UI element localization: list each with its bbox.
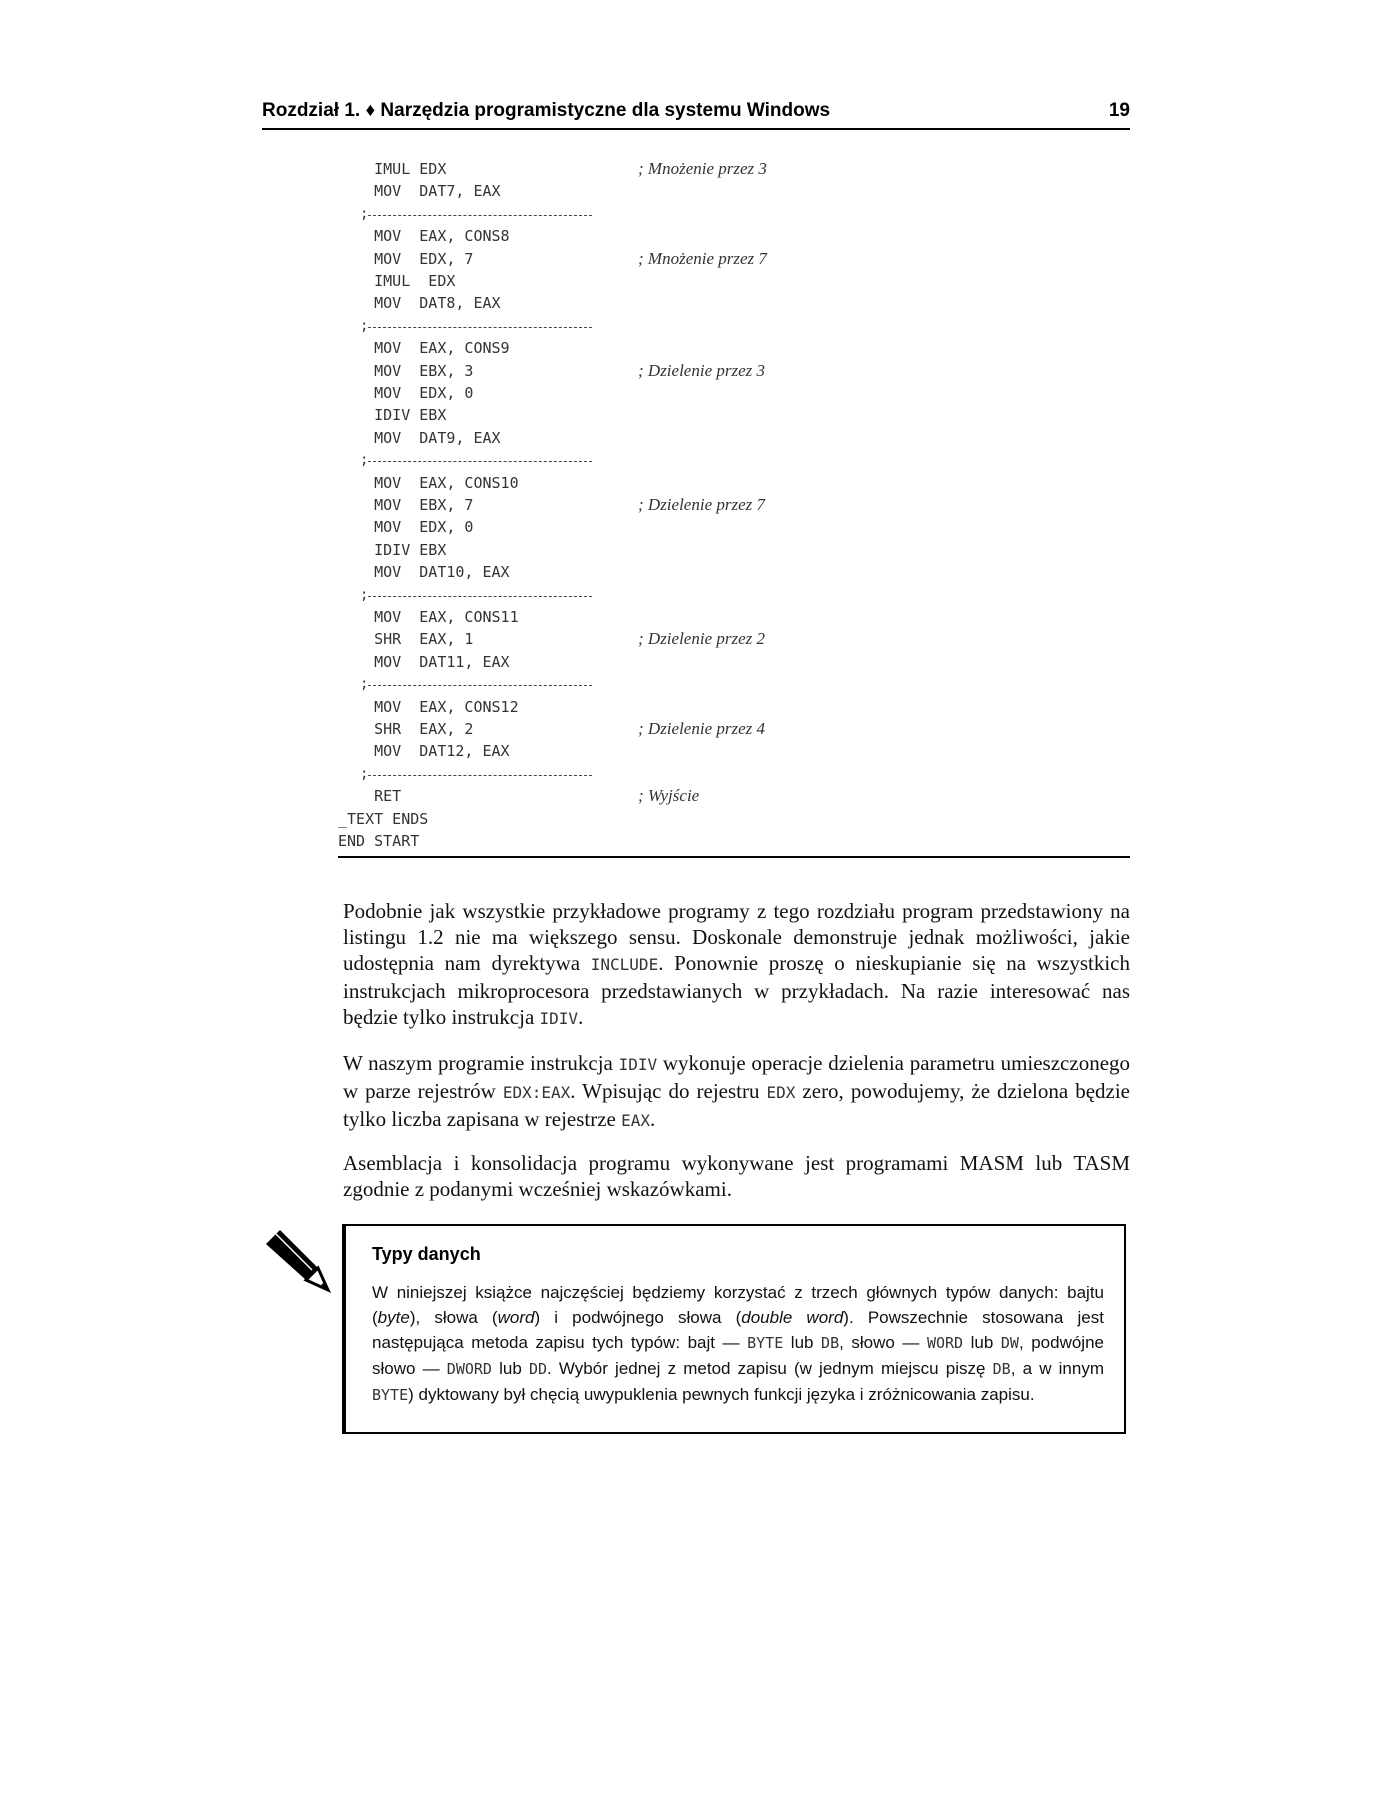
inline-code: WORD bbox=[926, 1334, 964, 1352]
code-line bbox=[338, 472, 1098, 494]
inline-code: IDIV bbox=[539, 1009, 579, 1028]
code-instruction: MOV EAX, CONS11 bbox=[338, 608, 519, 626]
inline-code: BYTE bbox=[372, 1386, 409, 1404]
text-run: lub bbox=[963, 1333, 1001, 1352]
code-line bbox=[338, 292, 1098, 314]
code-instruction: MOV EDX, 0 bbox=[338, 384, 474, 402]
note-text bbox=[372, 1280, 1104, 1408]
pencil-icon bbox=[262, 1224, 334, 1296]
text-run: . bbox=[650, 1107, 656, 1131]
separator-dash-line bbox=[368, 215, 592, 216]
code-instruction: MOV EAX, CONS8 bbox=[338, 227, 510, 245]
code-line bbox=[338, 785, 1098, 807]
listing-separator bbox=[360, 673, 592, 695]
inline-code: DB bbox=[821, 1334, 840, 1352]
text-run: . Wybór jednej z metod zapisu (w jednym miejscu piszę bbox=[547, 1359, 993, 1378]
page-number: 19 bbox=[1108, 100, 1130, 121]
code-line bbox=[338, 158, 1098, 180]
code-listing bbox=[338, 158, 1130, 858]
code-instruction: MOV EBX, 3 bbox=[338, 362, 474, 380]
inline-code: BYTE bbox=[747, 1334, 784, 1352]
listing-separator bbox=[360, 763, 592, 785]
code-line bbox=[338, 360, 1098, 382]
text-run: ), słowa ( bbox=[409, 1308, 498, 1327]
code-line bbox=[338, 740, 1098, 762]
code-instruction: IMUL EDX bbox=[338, 160, 447, 178]
code-comment: ; Dzielenie przez 3 bbox=[638, 361, 766, 380]
paragraph-idiv bbox=[343, 1050, 1130, 1134]
code-instruction: _TEXT ENDS bbox=[338, 810, 429, 828]
text-run: lub bbox=[783, 1333, 822, 1352]
listing-separator bbox=[360, 584, 592, 606]
code-comment: ; Wyjście bbox=[638, 786, 700, 805]
separator-semicolon: ; bbox=[360, 206, 369, 222]
code-comment: ; Dzielenie przez 7 bbox=[638, 495, 766, 514]
code-line bbox=[338, 270, 1098, 292]
chapter-title: Rozdział 1. ♦ Narzędzia programistyczne dla systemu Windows bbox=[262, 100, 831, 121]
text-run: , podwójne słowo — bbox=[372, 1333, 1104, 1378]
code-instruction: IMUL EDX bbox=[338, 272, 456, 290]
text-run: zero, powodujemy, że dzielona będzie tylko liczba zapisana w rejestrze bbox=[343, 1079, 1130, 1131]
code-instruction: MOV EDX, 0 bbox=[338, 518, 474, 536]
code-line bbox=[338, 516, 1098, 538]
separator-semicolon: ; bbox=[360, 587, 369, 603]
code-line bbox=[338, 248, 1098, 270]
separator-dash-line bbox=[368, 596, 592, 597]
code-instruction: RET bbox=[338, 787, 402, 805]
code-line bbox=[338, 404, 1098, 426]
text-run: lub bbox=[491, 1359, 529, 1378]
emphasis-text: word bbox=[497, 1308, 535, 1327]
code-instruction: MOV EAX, CONS10 bbox=[338, 474, 519, 492]
separator-semicolon: ; bbox=[360, 452, 369, 468]
text-run: ) i podwójnego słowa ( bbox=[534, 1308, 742, 1327]
note-box bbox=[342, 1224, 1126, 1434]
code-line bbox=[338, 561, 1098, 583]
text-run: . bbox=[578, 1005, 584, 1029]
code-line bbox=[338, 628, 1098, 650]
code-line bbox=[338, 382, 1098, 404]
separator-semicolon: ; bbox=[360, 676, 369, 692]
text-run: W niniejszej książce najczęściej będziemy korzystać z trzech głównych typów danych: bajtu ( bbox=[372, 1283, 1104, 1327]
code-line bbox=[338, 427, 1098, 449]
code-instruction: MOV EDX, 7 bbox=[338, 250, 474, 268]
code-instruction: MOV DAT9, EAX bbox=[338, 429, 501, 447]
listing-separator bbox=[360, 203, 592, 225]
code-instruction: MOV DAT7, EAX bbox=[338, 182, 501, 200]
code-line bbox=[338, 494, 1098, 516]
running-header bbox=[262, 98, 1130, 130]
code-instruction: IDIV EBX bbox=[338, 406, 447, 424]
code-instruction: END START bbox=[338, 832, 420, 850]
inline-code: DWORD bbox=[446, 1360, 492, 1378]
separator-dash-line bbox=[368, 775, 592, 776]
paragraph-include bbox=[343, 898, 1130, 1032]
note-title: Typy danych bbox=[372, 1244, 481, 1264]
separator-semicolon: ; bbox=[360, 766, 369, 782]
text-run: wykonuje operacje dzielenia parametru umieszczonego w parze rejestrów bbox=[343, 1051, 1131, 1103]
code-line bbox=[338, 718, 1098, 740]
code-comment: ; Dzielenie przez 2 bbox=[638, 629, 766, 648]
emphasis-text: byte bbox=[377, 1308, 410, 1327]
code-line bbox=[338, 606, 1098, 628]
code-instruction: IDIV EBX bbox=[338, 541, 447, 559]
code-line bbox=[338, 539, 1098, 561]
inline-code: DW bbox=[1000, 1334, 1019, 1352]
separator-dash-line bbox=[368, 327, 592, 328]
text-run: , słowo — bbox=[839, 1333, 927, 1352]
separator-dash-line bbox=[368, 461, 592, 462]
inline-code: EAX bbox=[621, 1111, 651, 1130]
listing-separator bbox=[360, 449, 592, 471]
text-run: Asemblacja i konsolidacja programu wykonywane jest programami MASM lub TASM zgodnie z podanymi wcześniej wskazówkami. bbox=[343, 1151, 1130, 1201]
text-run: ). Powszechnie stosowana jest następująca metoda zapisu tych typów: bajt — bbox=[372, 1308, 1104, 1352]
code-line bbox=[338, 651, 1098, 673]
code-instruction: SHR EAX, 2 bbox=[338, 720, 474, 738]
inline-code: IDIV bbox=[618, 1055, 658, 1074]
inline-code: INCLUDE bbox=[590, 955, 659, 974]
code-comment: ; Dzielenie przez 4 bbox=[638, 719, 766, 738]
separator-dash-line bbox=[368, 685, 592, 686]
code-instruction: MOV EAX, CONS9 bbox=[338, 339, 510, 357]
paragraph-assembly bbox=[343, 1150, 1130, 1202]
inline-code: EDX bbox=[766, 1083, 796, 1102]
inline-code: EDX:EAX bbox=[502, 1083, 571, 1102]
code-instruction: MOV DAT8, EAX bbox=[338, 294, 501, 312]
text-run: . Ponownie proszę o nieskupianie się na wszystkich instrukcjach mikroprocesora przedstawianych w przykładach. Na razie interesować nas będzie tylko instrukcja bbox=[343, 951, 1130, 1029]
inline-code: DB bbox=[992, 1360, 1011, 1378]
text-run: Podobnie jak wszystkie przykładowe programy z tego rozdziału program przedstawiony na listingu 1.2 nie ma większego sensu. Doskonale demonstruje jednak możliwości, jakie udostępnia nam dyrektywa bbox=[343, 899, 1130, 975]
text-run: W naszym programie instrukcja bbox=[343, 1051, 619, 1075]
emphasis-text: double word bbox=[741, 1308, 844, 1327]
code-instruction: MOV DAT11, EAX bbox=[338, 653, 510, 671]
code-instruction: SHR EAX, 1 bbox=[338, 630, 474, 648]
text-run: . Wpisując do rejestru bbox=[570, 1079, 767, 1103]
code-line bbox=[338, 225, 1098, 247]
code-comment: ; Mnożenie przez 3 bbox=[638, 159, 767, 178]
code-comment: ; Mnożenie przez 7 bbox=[638, 249, 767, 268]
code-instruction: MOV DAT10, EAX bbox=[338, 563, 510, 581]
code-line bbox=[338, 830, 1098, 852]
listing-separator bbox=[360, 315, 592, 337]
code-line bbox=[338, 808, 1098, 830]
inline-code: DD bbox=[528, 1360, 548, 1378]
code-line bbox=[338, 696, 1098, 718]
code-line bbox=[338, 337, 1098, 359]
code-instruction: MOV EAX, CONS12 bbox=[338, 698, 519, 716]
code-line bbox=[338, 180, 1098, 202]
code-instruction: MOV EBX, 7 bbox=[338, 496, 474, 514]
code-instruction: MOV DAT12, EAX bbox=[338, 742, 510, 760]
separator-semicolon: ; bbox=[360, 318, 369, 334]
text-run: ) dyktowany był chęcią uwypuklenia pewnych funkcji języka i zróżnicowania zapisu. bbox=[408, 1385, 1035, 1404]
text-run: , a w innym bbox=[1010, 1359, 1104, 1378]
